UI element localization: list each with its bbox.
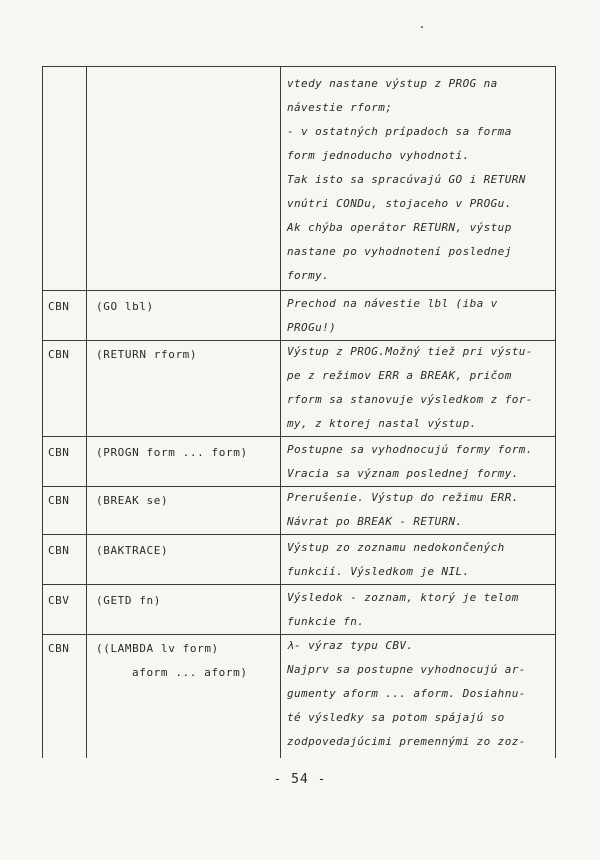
description-line: Postupne sa vyhodnocujú formy form. <box>287 443 533 456</box>
function-description <box>287 634 555 754</box>
description-line: Výstup zo zoznamu nedokončených <box>287 541 505 554</box>
function-type: CBV <box>48 594 70 607</box>
function-type: CBN <box>48 544 70 557</box>
function-form: (BAKTRACE) <box>96 544 169 557</box>
description-line: - v ostatných prípadoch sa forma <box>287 125 512 138</box>
description-line: formy. <box>287 269 330 282</box>
description-line: návestie rform; <box>287 101 393 114</box>
description-line: pe z režimov ERR a BREAK, pričom <box>287 369 512 382</box>
table-row-continuation-description <box>287 72 555 288</box>
function-description <box>287 438 555 486</box>
description-line: Najprv sa postupne vyhodnocujú ar- <box>287 663 526 676</box>
row-divider <box>42 290 556 291</box>
function-form: (BREAK se) <box>96 494 169 507</box>
description-line: té výsledky sa potom spájajú so <box>287 711 505 724</box>
description-line: rform sa stanovuje výsledkom z for- <box>287 393 533 406</box>
function-type: CBN <box>48 348 70 361</box>
table-col1-divider <box>86 66 87 758</box>
page-number: - 54 - <box>273 772 327 787</box>
table-top-border <box>42 66 556 67</box>
function-type: CBN <box>48 446 70 459</box>
description-line: Vracia sa význam poslednej formy. <box>287 467 519 480</box>
function-type: CBN <box>48 642 70 655</box>
table-col2-divider <box>280 66 281 758</box>
table-right-border <box>555 66 556 758</box>
function-form: ((LAMBDA lv form) <box>96 642 219 655</box>
description-line: funkcie fn. <box>287 615 365 628</box>
description-line: Návrat po BREAK - RETURN. <box>287 515 463 528</box>
function-form: (GETD fn) <box>96 594 162 607</box>
function-form-continuation: aform ... aform) <box>132 666 248 679</box>
function-description <box>287 486 555 534</box>
table-left-border <box>42 66 43 758</box>
function-description <box>287 536 555 584</box>
function-description <box>287 586 555 634</box>
description-line: Tak isto sa spracúvajú GO i RETURN <box>287 173 526 186</box>
function-description <box>287 292 555 340</box>
function-type: CBN <box>48 494 70 507</box>
description-line: PROGu!) <box>287 321 337 334</box>
description-line: λ- výraz typu CBV. <box>287 639 414 652</box>
row-divider <box>42 584 556 585</box>
description-line: my, z ktorej nastal výstup. <box>287 417 477 430</box>
description-line: vnútri CONDu, stojaceho v PROGu. <box>287 197 512 210</box>
description-line: zodpovedajúcimi premennými zo zoz- <box>287 735 526 748</box>
description-line: Výsledok - zoznam, ktorý je telom <box>287 591 519 604</box>
description-line: form jednoducho vyhodnotí. <box>287 149 470 162</box>
description-line: funkcií. Výsledkom je NIL. <box>287 565 470 578</box>
function-form: (RETURN rform) <box>96 348 198 361</box>
function-form: (PROGN form ... form) <box>96 446 248 459</box>
function-form: (GO lbl) <box>96 300 154 313</box>
function-description <box>287 340 555 436</box>
description-line: vtedy nastane výstup z PROG na <box>287 77 498 90</box>
description-line: gumenty aform ... aform. Dosiahnu- <box>287 687 526 700</box>
row-divider <box>42 436 556 437</box>
function-type: CBN <box>48 300 70 313</box>
scan-speck <box>421 26 423 28</box>
description-line: nastane po vyhodnotení poslednej <box>287 245 512 258</box>
description-line: Prerušenie. Výstup do režimu ERR. <box>287 491 519 504</box>
row-divider <box>42 534 556 535</box>
description-line: Ak chýba operátor RETURN, výstup <box>287 221 512 234</box>
description-line: Prechod na návestie lbl (iba v <box>287 297 498 310</box>
description-line: Výstup z PROG.Možný tiež pri výstu- <box>287 345 533 358</box>
